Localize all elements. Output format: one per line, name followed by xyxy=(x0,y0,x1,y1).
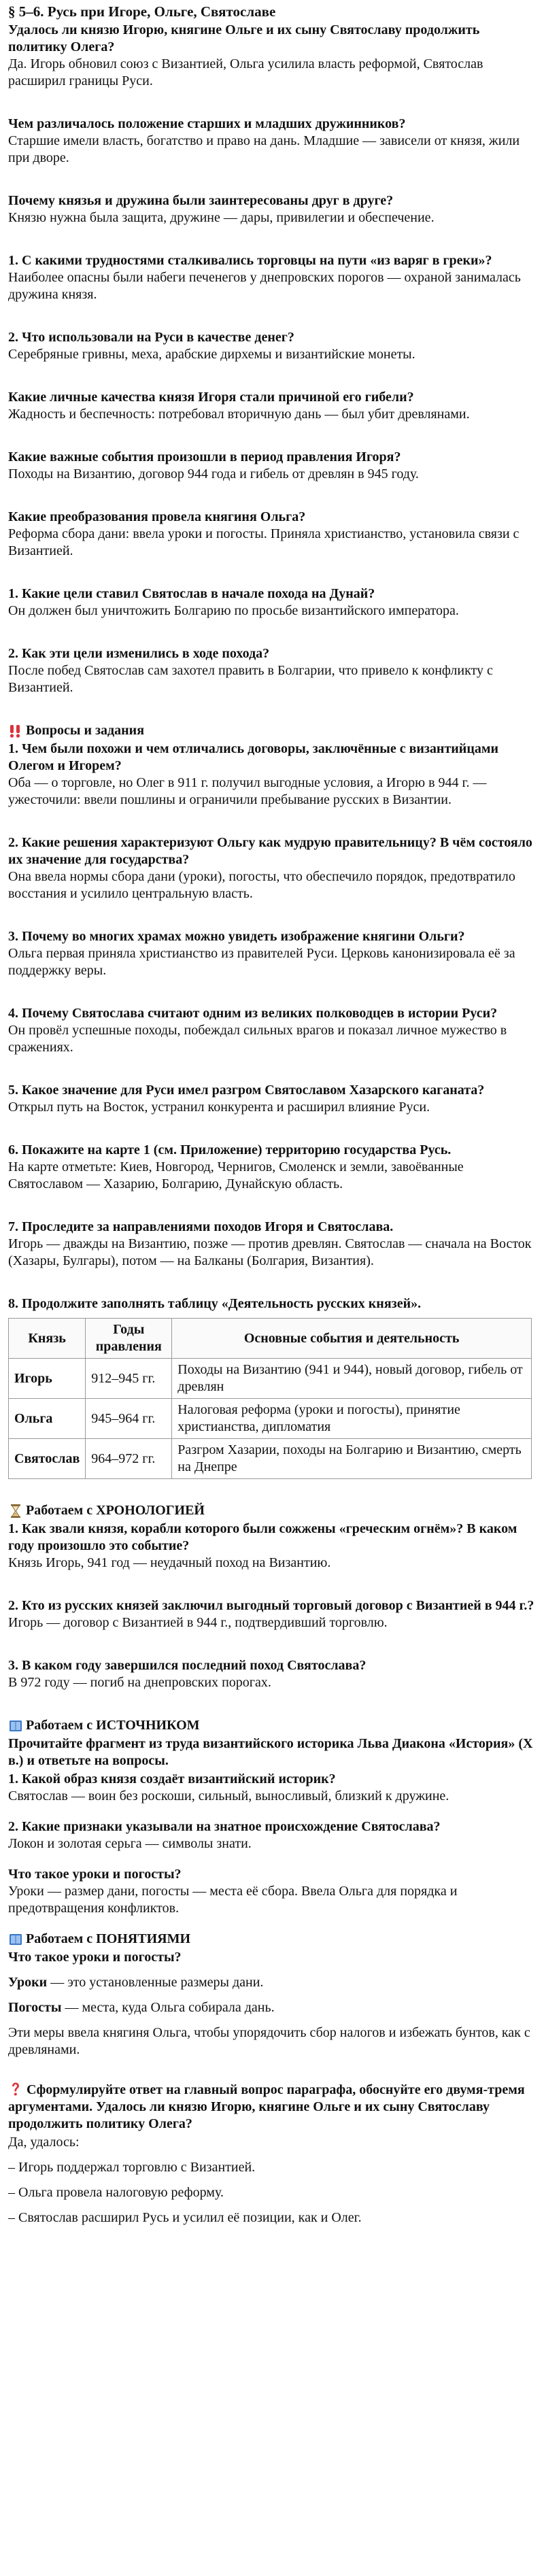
qa-block xyxy=(8,1521,537,1572)
qa-block xyxy=(8,329,537,363)
answer-text: Старшие имели власть, богатство и право на дань. Младшие — зависели от князя, жили при дворе. xyxy=(8,133,520,165)
answer-text: Локон и золотая серьга — символы знати. xyxy=(8,1836,252,1851)
table-cell: Разгром Хазарии, походы на Болгарию и Византию, смерть на Днепре xyxy=(172,1439,532,1479)
qa-block xyxy=(8,22,537,90)
question-text: 4. Почему Святослава считают одним из великих полководцев в истории Руси? xyxy=(8,1006,498,1021)
question-text: Чем различалось положение старших и младших дружинников? xyxy=(8,116,406,131)
table-cell: Ольга xyxy=(9,1399,86,1439)
answer-text: Князь Игорь, 941 год — неудачный поход на Византию. xyxy=(8,1555,331,1570)
question-text: Что такое уроки и погосты? xyxy=(8,1867,182,1882)
question-text: 1. Какие цели ставил Святослав в начале похода на Дунай? xyxy=(8,586,375,601)
question-text: Какие важные события произошли в период правления Игоря? xyxy=(8,450,401,464)
question-text: 5. Какое значение для Руси имел разгром Святославом Хазарского каганата? xyxy=(8,1083,485,1098)
question-text: 1. Какой образ князя создаёт византийский историк? xyxy=(8,1772,336,1786)
hourglass-icon xyxy=(8,1504,23,1519)
qa-block xyxy=(8,1219,537,1270)
table-header-cell: Князь xyxy=(9,1319,86,1359)
answer-text: После побед Святослав сам захотел править в Болгарии, что привело к конфликту с Византией. xyxy=(8,663,493,695)
princes-table xyxy=(8,1318,532,1479)
qa-block xyxy=(8,252,537,303)
answer-text: Ольга первая приняла христианство из правителей Руси. Церковь канонизировала её за поддержку веры. xyxy=(8,946,515,978)
table-cell: Святослав xyxy=(9,1439,86,1479)
question-text: 2. Какие решения характеризуют Ольгу как мудрую правительницу? В чём состояло их значение для государства? xyxy=(8,835,532,867)
table-question: 8. Продолжите заполнять таблицу «Деятельность русских князей». xyxy=(8,1296,422,1311)
concept-term: Уроки xyxy=(8,1975,48,1990)
concept-definition: Погосты — места, куда Ольга собирала дань. xyxy=(8,2000,275,2015)
question-text: 1. С какими трудностями сталкивались торговцы на пути «из варяг в греки»? xyxy=(8,253,492,268)
question-text: 6. Покажите на карте 1 (см. Приложение) территорию государства Русь. xyxy=(8,1142,452,1157)
source-heading: Работаем с ИСТОЧНИКОМ xyxy=(8,1717,537,1734)
qa-block xyxy=(8,741,537,809)
qa-block xyxy=(8,586,537,620)
qa-block xyxy=(8,928,537,979)
chronology-heading: Работаем с ХРОНОЛОГИЕЙ xyxy=(8,1502,537,1519)
question-text: Почему князья и дружина были заинтересованы друг в друге? xyxy=(8,193,394,208)
concept-note: Эти меры ввела княгиня Ольга, чтобы упорядочить сбор налогов и избежать бунтов, как с древлянами. xyxy=(8,2025,530,2057)
qa-block xyxy=(8,1082,537,1116)
qa-block xyxy=(8,449,537,483)
answer-text: Наиболее опасны были набеги печенегов у днепровских порогов — охраной занималась дружина князя. xyxy=(8,270,521,302)
table-cell: 945–964 гг. xyxy=(86,1399,172,1439)
table-cell: 964–972 гг. xyxy=(86,1439,172,1479)
final-question: Сформулируйте ответ на главный вопрос параграфа, обоснуйте его двумя-тремя аргументами. Удалось ли князю Игорю, княгине Ольге и их сыну Святославу продолжить политику Олега? xyxy=(8,2082,525,2131)
table-header-cell: Годы правления xyxy=(86,1319,172,1359)
table-header-row xyxy=(9,1319,532,1359)
answer-text: Уроки — размер дани, погосты — места её сбора. Ввела Ольга для порядка и предотвращения конфликтов. xyxy=(8,1884,458,1916)
answer-text: Игорь — договор с Византией в 944 г., подтвердивший торговлю. xyxy=(8,1615,388,1630)
answer-text: Походы на Византию, договор 944 года и гибель от древлян в 945 году. xyxy=(8,467,419,481)
table-row xyxy=(9,1359,532,1399)
answer-text: На карте отметьте: Киев, Новгород, Чернигов, Смоленск и земли, завоёванные Святославом — Хазарию, Болгарию, Дунайскую область. xyxy=(8,1159,464,1191)
qa-block xyxy=(8,389,537,423)
qa-block xyxy=(8,1818,537,1852)
question-text: 3. Почему во многих храмах можно увидеть изображение княгини Ольги? xyxy=(8,929,465,944)
exclamation-icon xyxy=(8,724,23,739)
answer-text: В 972 году — погиб на днепровских порогах. xyxy=(8,1675,271,1690)
qa-block xyxy=(8,645,537,696)
qa-block xyxy=(8,1771,537,1805)
question-text: 2. Что использовали на Руси в качестве денег? xyxy=(8,330,294,345)
table-header-cell: Основные события и деятельность xyxy=(172,1319,532,1359)
page-title: § 5–6. Русь при Игоре, Ольге, Святославе xyxy=(8,3,276,20)
qa-block xyxy=(8,834,537,902)
qa-block xyxy=(8,192,537,226)
book-icon xyxy=(8,1718,23,1733)
concepts-question: Что такое уроки и погосты? xyxy=(8,1950,182,1965)
source-intro: Прочитайте фрагмент из труда византийского историка Льва Диакона «История» (X в.) и ответьте на вопросы. xyxy=(8,1736,533,1768)
question-text: Какие личные качества князя Игоря стали причиной его гибели? xyxy=(8,390,414,405)
final-lead: Да, удалось: xyxy=(8,2135,80,2150)
intro-questions xyxy=(8,22,537,696)
concepts-heading: Работаем с ПОНЯТИЯМИ xyxy=(8,1931,537,1948)
answer-text: Оба — о торговле, но Олег в 911 г. получил выгодные условия, а Игорю в 944 г. — ужесточили: ввели пошлины и ограничили пребывание русских в Византии. xyxy=(8,775,487,807)
question-text: 2. Как эти цели изменились в ходе похода? xyxy=(8,646,270,661)
tasks-heading: Вопросы и задания xyxy=(8,722,537,739)
question-text: 2. Какие признаки указывали на знатное происхождение Святослава? xyxy=(8,1819,441,1834)
source-questions xyxy=(8,1771,537,1917)
document-page xyxy=(8,3,537,2226)
qa-block xyxy=(8,116,537,167)
question-text: 2. Кто из русских князей заключил выгодный торговый договор с Византией в 944 г.? xyxy=(8,1598,534,1613)
qa-block xyxy=(8,1142,537,1193)
answer-text: Она ввела нормы сбора дани (уроки), погосты, что обеспечило порядок, предотвратило восстания и усилило центральную власть. xyxy=(8,869,515,901)
answer-text: Он должен был уничтожить Болгарию по просьбе византийского императора. xyxy=(8,603,459,618)
question-text: Удалось ли князю Игорю, княгине Ольге и их сыну Святославу продолжить политику Олега? xyxy=(8,22,480,54)
answer-text: Да. Игорь обновил союз с Византией, Ольга усилила власть реформой, Святослав расширил границы Руси. xyxy=(8,56,483,88)
qa-block xyxy=(8,1657,537,1691)
question-text: 3. В каком году завершился последний поход Святослава? xyxy=(8,1658,367,1673)
answer-text: Святослав — воин без роскоши, сильный, выносливый, близкий к дружине. xyxy=(8,1789,449,1803)
answer-text: Жадность и беспечность: потребовал вторичную дань — был убит древлянами. xyxy=(8,407,470,422)
question-text: Какие преобразования провела княгиня Ольга? xyxy=(8,509,306,524)
list-item: – Святослав расширил Русь и усилил её позиции, как и Олег. xyxy=(8,2210,362,2225)
table-row xyxy=(9,1399,532,1439)
concept-term: Погосты xyxy=(8,2000,62,2015)
concept-definition: Уроки — это установленные размеры дани. xyxy=(8,1975,264,1990)
table-cell: 912–945 гг. xyxy=(86,1359,172,1399)
answer-text: Открыл путь на Восток, устранил конкурента и расширил влияние Руси. xyxy=(8,1100,430,1115)
question-text: 1. Как звали князя, корабли которого были сожжены «греческим огнём»? В каком году произошло это событие? xyxy=(8,1521,517,1553)
book-icon xyxy=(8,1932,23,1947)
answer-text: Князю нужна была защита, дружине — дары, привилегии и обеспечение. xyxy=(8,210,435,225)
answer-text: Игорь — дважды на Византию, позже — против древлян. Святослав — сначала на Восток (Хазары, Булгары), потом — на Балканы (Болгария, Византия). xyxy=(8,1236,532,1268)
qa-block xyxy=(8,509,537,560)
list-item: – Ольга провела налоговую реформу. xyxy=(8,2185,224,2200)
chronology-questions xyxy=(8,1521,537,1691)
table-cell: Налоговая реформа (уроки и погосты), принятие христианства, дипломатия xyxy=(172,1399,532,1439)
table-cell: Походы на Византию (941 и 944), новый договор, гибель от древлян xyxy=(172,1359,532,1399)
answer-text: Реформа сбора дани: ввела уроки и погосты. Приняла христианство, установила связи с Византией. xyxy=(8,526,520,558)
question-mark-icon xyxy=(8,2082,23,2097)
qa-block xyxy=(8,1866,537,1917)
qa-block xyxy=(8,1005,537,1056)
answer-text: Он провёл успешные походы, побеждал сильных врагов и показал личное мужество в сражениях. xyxy=(8,1023,507,1055)
tasks-questions xyxy=(8,741,537,1270)
qa-block xyxy=(8,1597,537,1631)
question-text: 1. Чем были похожи и чем отличались договоры, заключённые с византийцами Олегом и Игорем? xyxy=(8,741,498,773)
table-cell: Игорь xyxy=(9,1359,86,1399)
question-text: 7. Проследите за направлениями походов Игоря и Святослава. xyxy=(8,1219,394,1234)
table-row xyxy=(9,1439,532,1479)
list-item: – Игорь поддержал торговлю с Византией. xyxy=(8,2160,256,2175)
answer-text: Серебряные гривны, меха, арабские дирхемы и византийские монеты. xyxy=(8,347,415,362)
